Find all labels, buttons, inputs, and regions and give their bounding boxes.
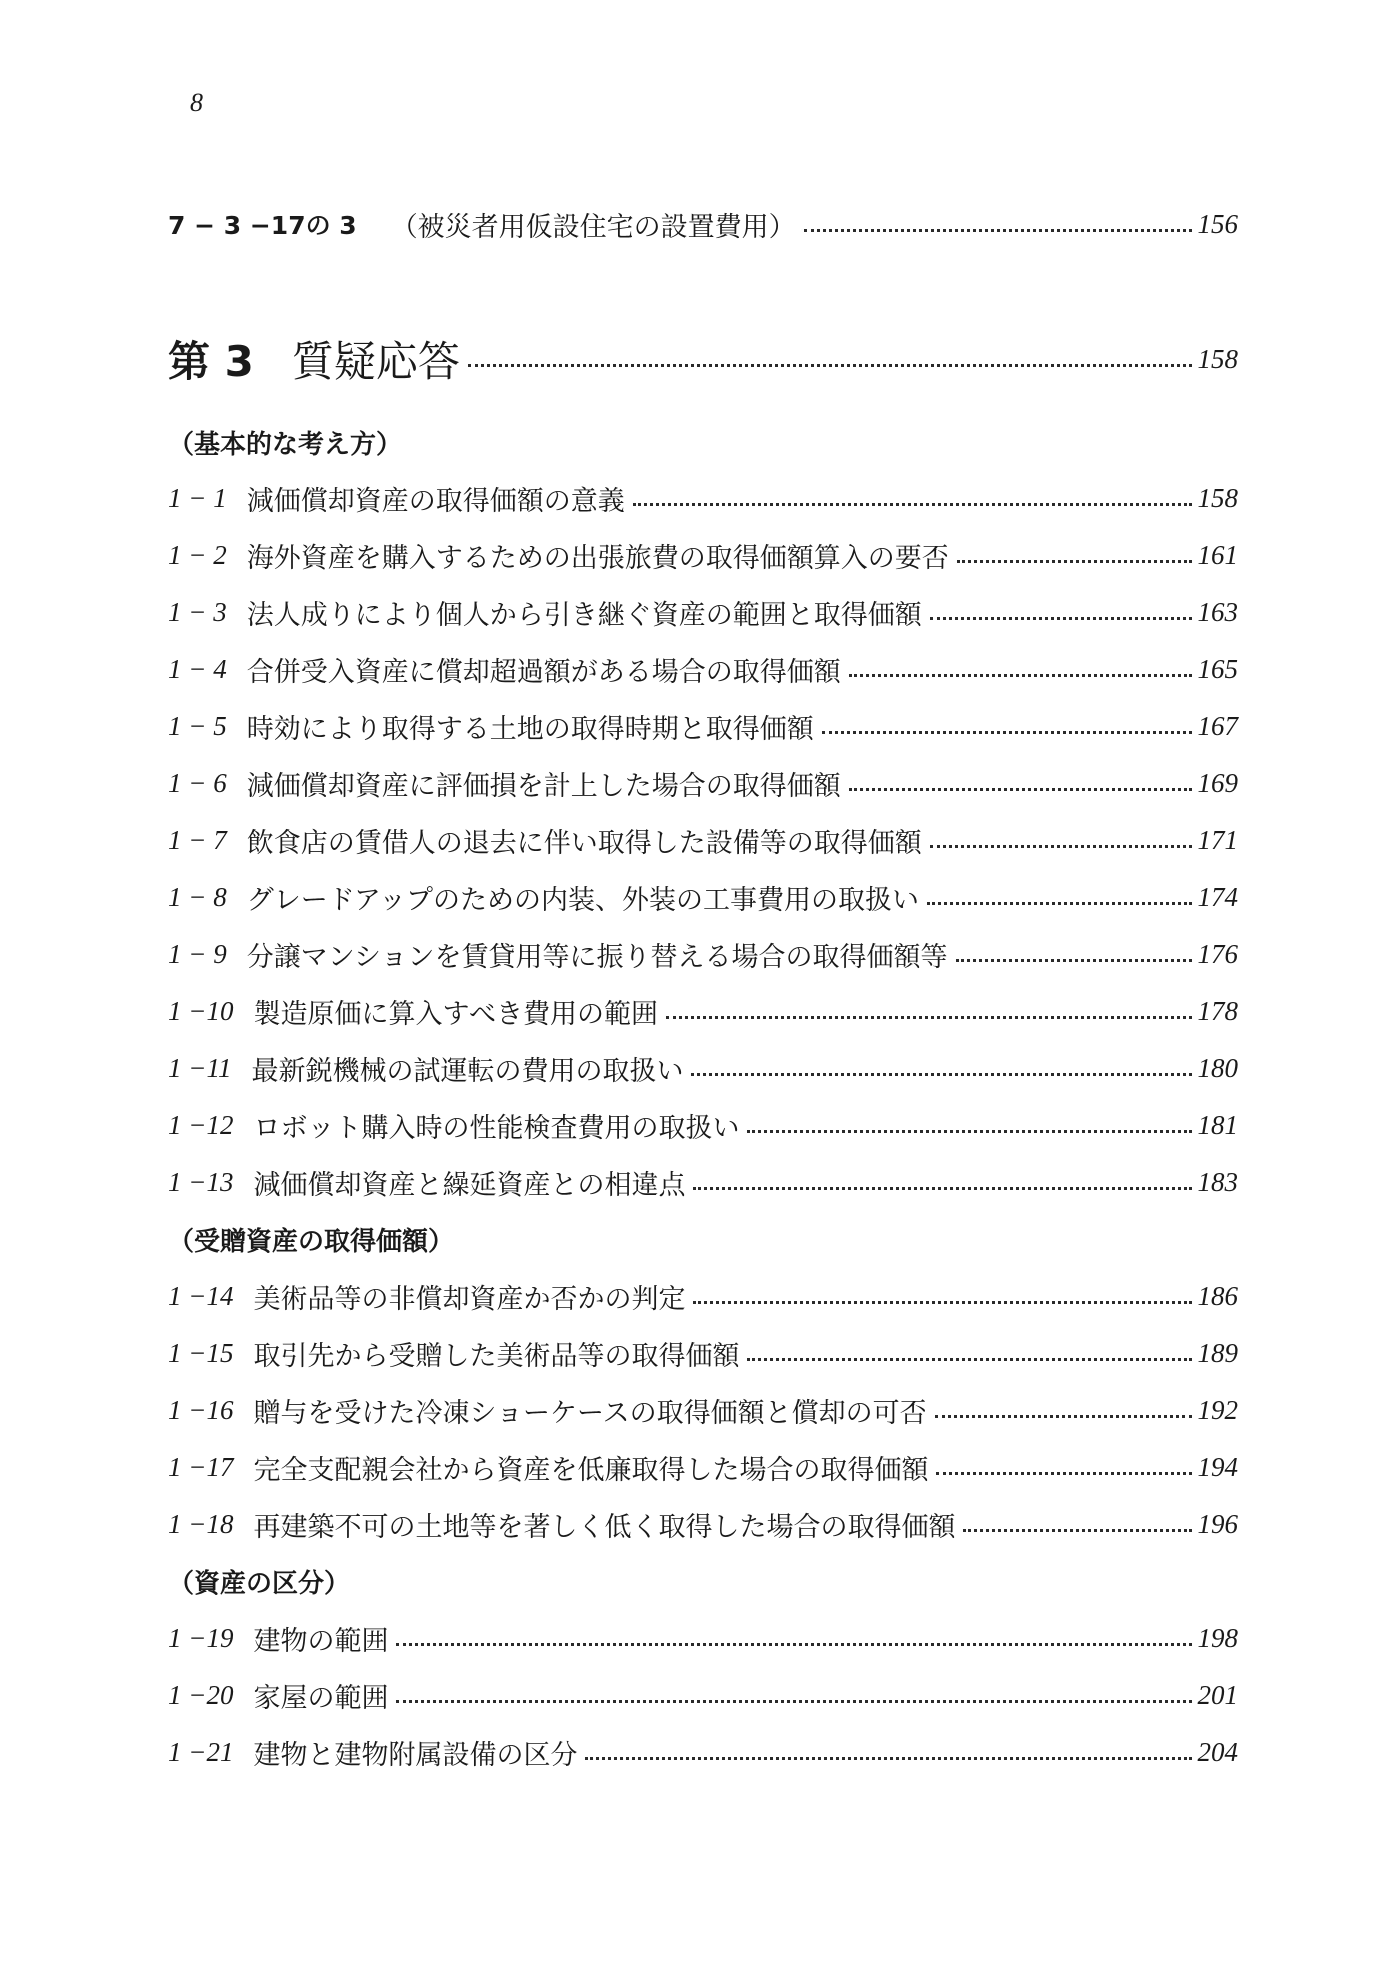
entry-title: 合併受入資産に償却超過額がある場合の取得価額 [246, 656, 841, 688]
entry-number: 1 −14 [168, 1280, 234, 1311]
entry-title: 完全支配親会社から資産を低廉取得した場合の取得価額 [253, 1454, 929, 1486]
toc-entry[interactable] [168, 476, 1238, 520]
entry-page: 180 [1197, 1052, 1238, 1083]
entry-title: 最新鋭機械の試運転の費用の取扱い [251, 1055, 684, 1087]
toc-entry[interactable] [168, 1445, 1238, 1489]
toc-entry[interactable] [168, 1673, 1238, 1717]
entry-page: 174 [1197, 881, 1238, 912]
entry-number: 1 − 3 [168, 596, 227, 627]
dot-leader [693, 1187, 1191, 1190]
chapter-number: 第 3 [168, 337, 254, 386]
toc-entry[interactable] [168, 761, 1238, 805]
entry-page: 158 [1197, 482, 1238, 513]
entry-page: 165 [1197, 653, 1238, 684]
toc-entry-prev[interactable] [168, 202, 1238, 246]
entry-page: 196 [1197, 1508, 1238, 1539]
dot-leader [396, 1700, 1191, 1703]
toc-entry[interactable] [168, 932, 1238, 976]
dot-leader [693, 1301, 1191, 1304]
dot-leader [666, 1016, 1192, 1019]
dot-leader [963, 1529, 1191, 1532]
dot-leader [930, 617, 1192, 620]
entry-number: 7 − 3 −17の 3 [168, 211, 357, 240]
entry-number: 1 −20 [168, 1679, 234, 1710]
entry-number: 1 − 8 [168, 881, 227, 912]
entry-title: グレードアップのための内装、外装の工事費用の取扱い [246, 884, 920, 916]
entry-title: 建物と建物附属設備の区分 [253, 1739, 578, 1771]
toc-entry[interactable] [168, 1331, 1238, 1375]
dot-leader [633, 503, 1192, 506]
entry-number: 1 − 9 [168, 938, 227, 969]
entry-number: 1 − 4 [168, 653, 227, 684]
entry-number: 1 −21 [168, 1736, 234, 1767]
toc-entry[interactable] [168, 818, 1238, 862]
entry-page: 189 [1197, 1337, 1238, 1368]
toc-entry[interactable] [168, 1103, 1238, 1147]
entry-number: 1 − 6 [168, 767, 227, 798]
entry-title: 減価償却資産と繰延資産との相違点 [253, 1169, 686, 1201]
toc-entry[interactable] [168, 533, 1238, 577]
entry-page: 201 [1197, 1679, 1238, 1710]
entry-title: 建物の範囲 [253, 1625, 389, 1657]
entry-title: 取引先から受贈した美術品等の取得価額 [253, 1340, 740, 1372]
entry-number: 1 −15 [168, 1337, 234, 1368]
section-heading: （資産の区分） [168, 1568, 351, 1599]
entry-title: 減価償却資産の取得価額の意義 [246, 485, 625, 517]
dot-leader [747, 1358, 1191, 1361]
entry-number: 1 − 1 [168, 482, 227, 513]
entry-page: 186 [1197, 1280, 1238, 1311]
entry-page: 198 [1197, 1622, 1238, 1653]
entry-number: 1 −10 [168, 995, 234, 1026]
entry-page: 169 [1197, 767, 1238, 798]
entry-title: 美術品等の非償却資産か否かの判定 [253, 1283, 686, 1315]
dot-leader [691, 1073, 1191, 1076]
toc-entry[interactable] [168, 590, 1238, 634]
entry-page: 183 [1197, 1166, 1238, 1197]
entry-page: 181 [1197, 1109, 1238, 1140]
entry-page: 192 [1197, 1394, 1238, 1425]
dot-leader [935, 1415, 1192, 1418]
toc-entry[interactable] [168, 1160, 1238, 1204]
toc-entry[interactable] [168, 1388, 1238, 1432]
toc-entry[interactable] [168, 1502, 1238, 1546]
entry-number: 1 −16 [168, 1394, 234, 1425]
entry-title: 法人成りにより個人から引き継ぐ資産の範囲と取得価額 [246, 599, 922, 631]
toc-entry[interactable] [168, 1730, 1238, 1774]
dot-leader [804, 229, 1192, 232]
entry-title: 減価償却資産に評価損を計上した場合の取得価額 [246, 770, 841, 802]
dot-leader [396, 1643, 1191, 1646]
toc-entry[interactable] [168, 1616, 1238, 1660]
toc-entry[interactable] [168, 647, 1238, 691]
entry-page: 178 [1197, 995, 1238, 1026]
toc-entry[interactable] [168, 1274, 1238, 1318]
page-number: 8 [190, 88, 203, 117]
entry-number: 1 − 7 [168, 824, 227, 855]
entry-page: 163 [1197, 596, 1238, 627]
entry-number: 1 −19 [168, 1622, 234, 1653]
chapter-page: 158 [1197, 343, 1238, 374]
dot-leader [822, 731, 1192, 734]
entry-page: 171 [1197, 824, 1238, 855]
entry-title: 分譲マンションを賃貸用等に振り替える場合の取得価額等 [246, 941, 948, 973]
entry-title: 製造原価に算入すべき費用の範囲 [253, 998, 658, 1030]
toc-entry[interactable] [168, 875, 1238, 919]
entry-page: 167 [1197, 710, 1238, 741]
dot-leader [468, 364, 1192, 367]
entry-number: 1 − 2 [168, 539, 227, 570]
entry-page: 161 [1197, 539, 1238, 570]
dot-leader [957, 560, 1192, 563]
toc-entry[interactable] [168, 989, 1238, 1033]
entry-number: 1 −12 [168, 1109, 234, 1140]
entry-title: （被災者用仮設住宅の設置費用） [390, 211, 796, 243]
dot-leader [956, 959, 1192, 962]
dot-leader [936, 1472, 1191, 1475]
section-heading: （受贈資産の取得価額） [168, 1226, 455, 1257]
toc-entry[interactable] [168, 1046, 1238, 1090]
entry-title: 飲食店の賃借人の退去に伴い取得した設備等の取得価額 [246, 827, 922, 859]
dot-leader [747, 1130, 1191, 1133]
entry-page: 176 [1197, 938, 1238, 969]
entry-title: 家屋の範囲 [253, 1682, 389, 1714]
dot-leader [849, 788, 1192, 791]
entry-number: 1 −18 [168, 1508, 234, 1539]
entry-number: 1 −11 [168, 1052, 232, 1083]
entry-title: 再建築不可の土地等を著しく低く取得した場合の取得価額 [253, 1511, 956, 1543]
entry-page: 194 [1197, 1451, 1238, 1482]
entry-title: 贈与を受けた冷凍ショーケースの取得価額と償却の可否 [253, 1397, 927, 1429]
dot-leader [930, 845, 1192, 848]
chapter-heading[interactable] [168, 326, 1238, 392]
dot-leader [585, 1757, 1191, 1760]
entry-number: 1 −13 [168, 1166, 234, 1197]
entry-number: 1 − 5 [168, 710, 227, 741]
entry-title: 時効により取得する土地の取得時期と取得価額 [246, 713, 814, 745]
entry-page: 156 [1197, 208, 1238, 239]
entry-page: 204 [1197, 1736, 1238, 1767]
dot-leader [849, 674, 1192, 677]
dot-leader [927, 902, 1191, 905]
chapter-title: 質疑応答 [291, 337, 460, 386]
toc-entry[interactable] [168, 704, 1238, 748]
section-heading: （基本的な考え方） [168, 429, 403, 460]
entry-title: ロボット購入時の性能検査費用の取扱い [253, 1112, 740, 1144]
entry-title: 海外資産を購入するための出張旅費の取得価額算入の要否 [246, 542, 949, 574]
entry-number: 1 −17 [168, 1451, 234, 1482]
